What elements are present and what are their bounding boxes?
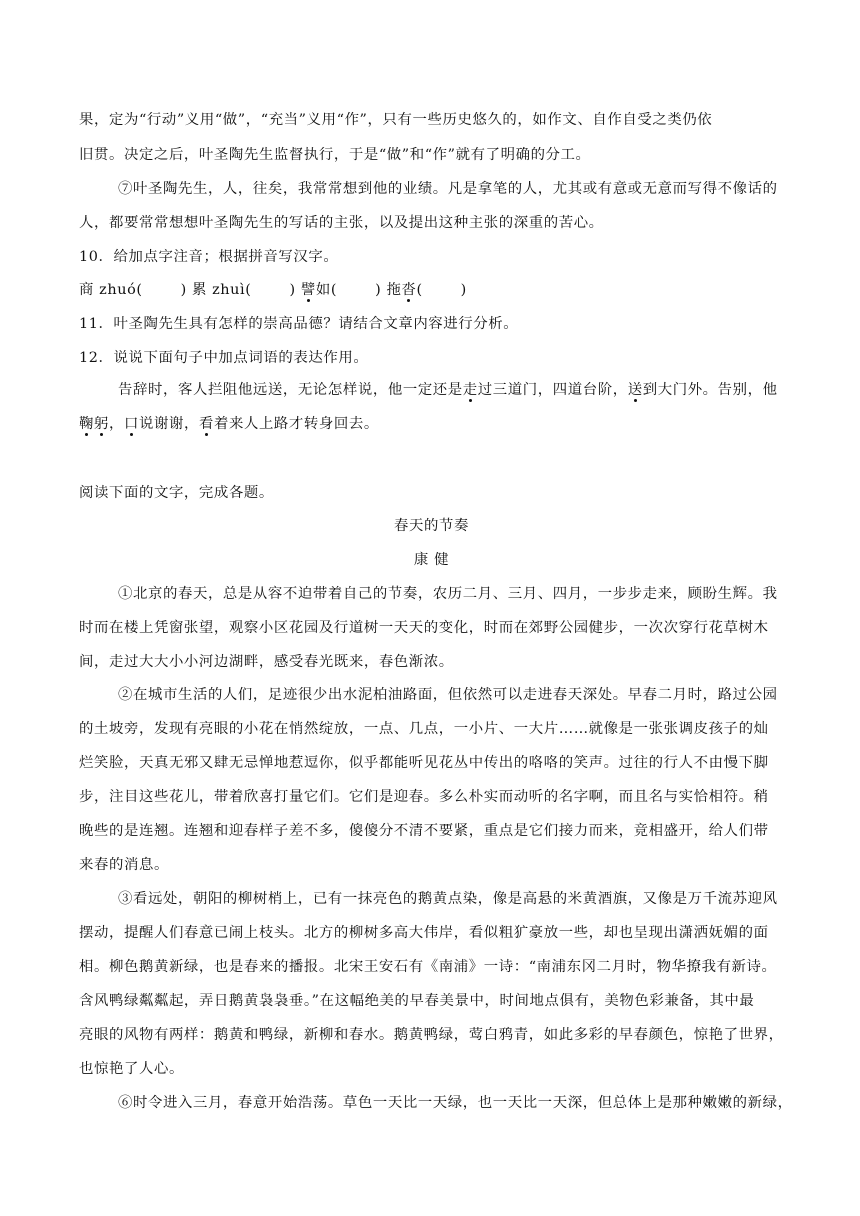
question-11: 11．叶圣陶先生具有怎样的崇高品德？请结合文章内容进行分析。 <box>79 316 519 332</box>
paragraph-1-line: 时而在楼上凭窗张望，观察小区花园及行道树一天天的变化，时而在郊野公园健步，一次次穿行花草树木 <box>79 620 769 636</box>
dotted-char: 送 <box>627 382 643 398</box>
paragraph-2-line: 的土坡旁，发现有亮眼的小花在悄然绽放，一点、几点，一小片、一大片……就像是一张张调皮孩子的灿 <box>79 721 769 737</box>
paragraph-3-line: 摆动，提醒人们春意已闹上枝头。北方的柳树多高大伟岸，看似粗犷豪放一些，却也呈现出潇洒妩媚的面 <box>79 925 769 941</box>
dotted-char: 沓 <box>401 282 417 298</box>
sentence-text: 说谢谢， <box>139 416 199 432</box>
blank-text: 如( <box>315 282 338 298</box>
paragraph-3-line: 也惊艳了人心。 <box>79 1061 184 1077</box>
sentence-text: ， <box>109 416 124 432</box>
article-title: 春天的节奏 <box>394 518 469 534</box>
blank-text: ( <box>416 282 423 298</box>
dotted-char: 鞠 <box>79 416 94 432</box>
question-12: 12．说说下面句子中加点词语的表达作用。 <box>79 350 369 366</box>
question-12-sentence <box>79 414 784 434</box>
sentence-text: 过三道门，四道台阶， <box>477 382 628 398</box>
blank-text: ) 累 zhuì( <box>180 282 252 298</box>
paragraph-2-line: 步，注目这些花儿，带着欣喜打量它们。它们是迎春。多么朴实而动听的名字啊，而且名与实恰相符。稍 <box>79 789 769 805</box>
paragraph-3-line: ③看远处，朝阳的柳树梢上，已有一抹亮色的鹅黄点染，像是高悬的米黄酒旗，又像是万千流苏迎风 <box>118 891 778 907</box>
dotted-char: 譬 <box>300 282 316 298</box>
paragraph-1-line: ①北京的春天，总是从容不迫带着自己的节奏，农历二月、三月、四月，一步步走来，顾盼生辉。我 <box>118 586 778 602</box>
blank-text: ) 拖 <box>375 282 402 298</box>
question-12-sentence <box>118 380 784 400</box>
paragraph-2-line: ②在城市生活的人们，足迹很少出水泥柏油路面，但依然可以走进春天深处。早春二月时，路过公园 <box>118 687 778 703</box>
paragraph-3-line: 相。柳色鹅黄新绿，也是春来的播报。北宋王安石有《南浦》一诗：“南浦东冈二月时，物华撩我有新诗。 <box>79 959 777 975</box>
dotted-char: 躬 <box>94 416 109 432</box>
paragraph-2-line: 来春的消息。 <box>79 857 169 873</box>
paragraph-2-line: 烂笑脸，天真无邪又肆无忌惮地惹逗你，似乎都能听见花丛中传出的咯咯的笑声。过往的行人不由慢下脚 <box>79 755 769 771</box>
paragraph-3-line: 亮眼的风物有两样：鹅黄和鸭绿，新柳和春水。鹅黄鸭绿，莺白鸦青，如此多彩的早春颜色，惊艳了世界， <box>79 1027 784 1043</box>
blank-text: 商 zhuó( <box>79 282 143 298</box>
article-author: 康 健 <box>413 552 450 568</box>
blank-text: ) <box>460 282 467 298</box>
paragraph-1-line: 间，走过大大小小河边湖畔，感受春光既来，春色渐浓。 <box>79 654 454 670</box>
blank-text: ) <box>289 282 301 298</box>
paragraph-7-line: ⑦叶圣陶先生，人，往矣，我常常想到他的业绩。凡是拿笔的人，尤其或有意或无意而写得不像话的 <box>118 181 778 197</box>
passage-line: 旧贯。决定之后，叶圣陶先生监督执行，于是“做”和“作”就有了明确的分工。 <box>79 147 591 163</box>
sentence-text: 告辞时，客人拦阻他远送，无论怎样说，他一定还是 <box>118 382 463 398</box>
dotted-char: 走 <box>462 382 478 398</box>
paragraph-2-line: 晚些的是连翘。连翘和迎春样子差不多，傻傻分不清不要紧，重点是它们接力而来，竞相盛开，给人们带 <box>79 823 769 839</box>
paragraph-6-line: ⑥时令进入三月，春意开始浩荡。草色一天比一天绿，也一天比一天深，但总体上是那种嫩嫩的新绿， <box>118 1095 793 1111</box>
dotted-char: 口 <box>124 416 139 432</box>
sentence-text: 到大门外。告别，他 <box>642 382 778 398</box>
passage-line: 果，定为“行动”义用“做”，“充当”义用“作”，只有一些历史悠久的，如作文、自作自受之类仍依 <box>79 112 713 128</box>
paragraph-3-line: 含风鸭绿粼粼起，弄日鹅黄袅袅垂。”在这幅绝美的早春美景中，时间地点俱有，美物色彩兼备，其中最 <box>79 993 755 1009</box>
question-10-blanks <box>79 280 784 300</box>
sentence-text: 着来人上路才转身回去。 <box>213 416 379 432</box>
question-10: 10．给加点字注音；根据拼音写汉字。 <box>79 249 339 265</box>
reading-instruction: 阅读下面的文字，完成各题。 <box>79 485 274 501</box>
passage-line: 人，都要常常想想叶圣陶先生的写话的主张，以及提出这种主张的深重的苦心。 <box>79 215 604 231</box>
dotted-char: 看 <box>198 416 214 432</box>
